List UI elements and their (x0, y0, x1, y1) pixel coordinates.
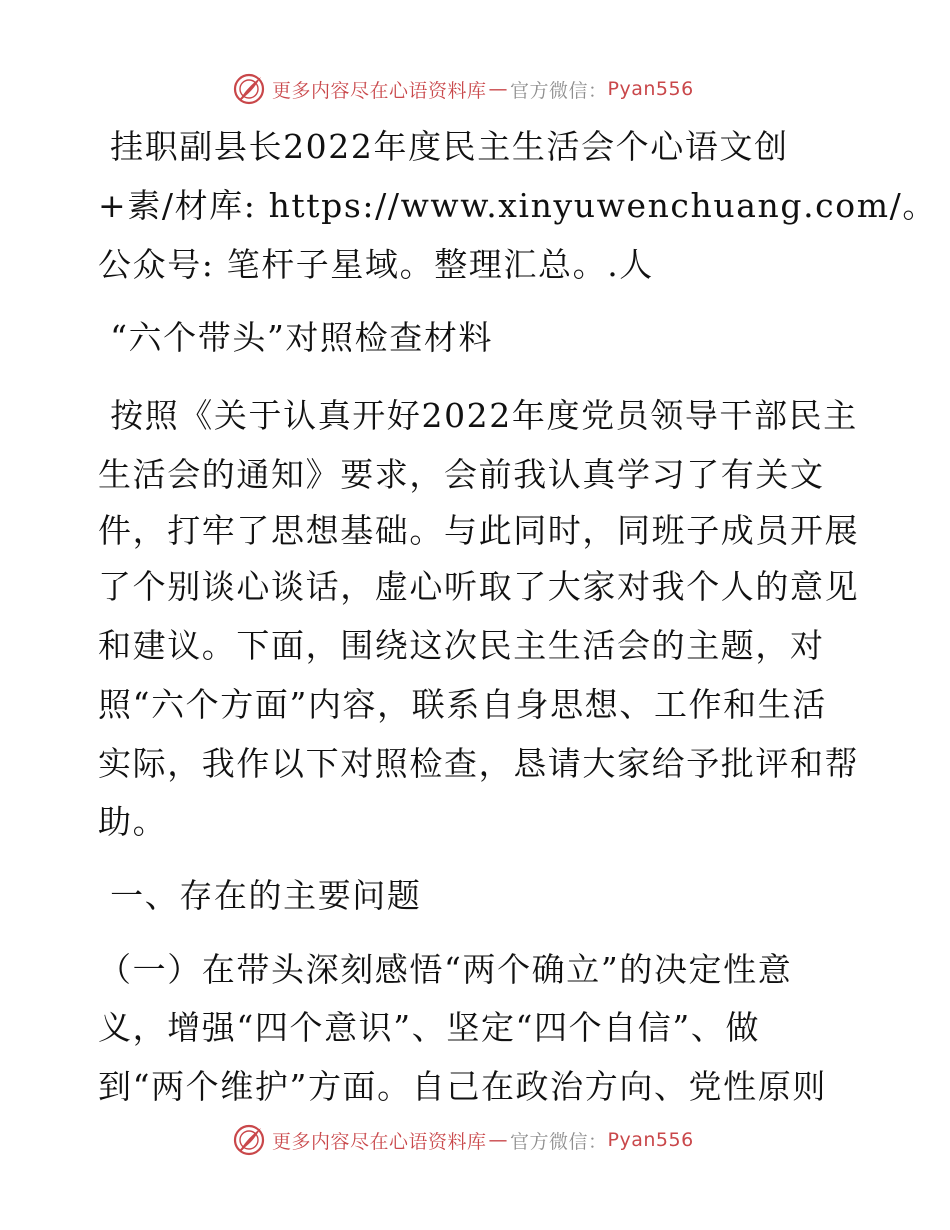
paragraph-line: 助。 (98, 802, 168, 841)
subsection-line: 义，增强“四个意识”、坚定“四个自信”、做 (98, 1008, 761, 1047)
watermark-brand-text: 更多内容尽在心语资料库 (272, 79, 487, 102)
paragraph-line: 了个别谈心谈话，虚心听取了大家对我个人的意见 (98, 567, 860, 606)
subsection-line: （一）在带头深刻感悟“两个确立”的决定性意 (98, 950, 793, 989)
watermark-banner-bottom (232, 1123, 732, 1157)
watermark-separator: — (488, 78, 509, 100)
section-title: “六个带头”对照检查材料 (98, 318, 494, 357)
watermark-brand-text: 更多内容尽在心语资料库 (272, 1130, 487, 1153)
header-line: 挂职副县长2022年度民主生活会个心语文创 (98, 127, 789, 166)
watermark-separator: — (488, 1129, 509, 1151)
paragraph-line: 件，打牢了思想基础。与此同时，同班子成员开展 (98, 511, 860, 550)
paragraph-line: 实际，我作以下对照检查，恳请大家给予批评和帮 (98, 744, 860, 783)
paragraph-line: 和建议。下面，围绕这次民主生活会的主题，对 (98, 626, 825, 665)
subsection-line: 到“两个维护”方面。自己在政治方向、党性原则 (98, 1067, 827, 1106)
quill-logo-icon (232, 1123, 266, 1157)
quill-logo-icon (232, 72, 266, 106)
watermark-banner-top (232, 72, 732, 106)
heading-existing-problems: 一、存在的主要问题 (98, 876, 422, 915)
watermark-official-label: 官方微信： (510, 1130, 608, 1153)
watermark-wechat-id: Pyan556 (607, 78, 694, 100)
header-line: +素/材库: https://www.xinyuwenchuang.com/。 (98, 186, 937, 225)
paragraph-line: 按照《关于认真开好2022年度党员领导干部民主 (98, 396, 858, 435)
paragraph-line: 生活会的通知》要求，会前我认真学习了有关文 (98, 455, 825, 494)
paragraph-line: 照“六个方面”内容，联系自身思想、工作和生活 (98, 685, 827, 724)
watermark-wechat-id: Pyan556 (607, 1129, 694, 1151)
watermark-official-label: 官方微信： (510, 79, 608, 102)
header-line: 公众号: 笔杆子星域。整理汇总。.人 (98, 245, 654, 284)
